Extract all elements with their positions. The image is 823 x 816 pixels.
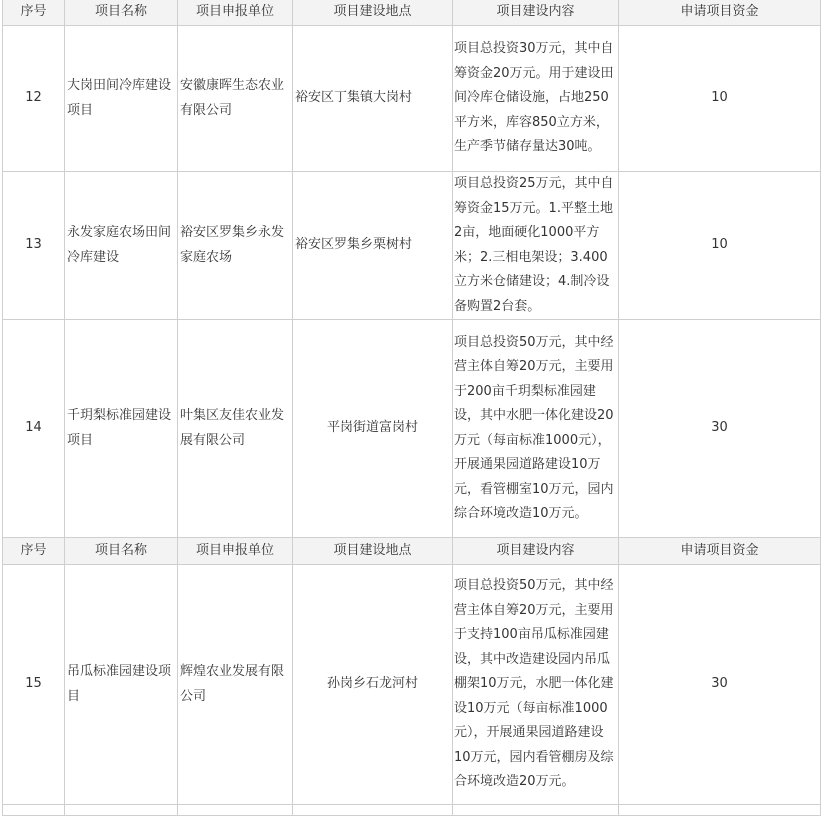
cell-unit: 裕安区罗集乡永发家庭农场 — [178, 172, 293, 320]
header-fund: 申请项目资金 — [619, 0, 821, 26]
header-location: 项目建设地点 — [293, 0, 453, 26]
cell-content: 项目总投资50万元，其中经营主体自筹20万元，主要用于200亩千玥梨标准园建设，其中水肥一体化建设20万元（每亩标准1000元），开展通果园道路建设10万元，看管棚室10万元，园内综合环境改造10万元。 — [453, 320, 619, 538]
table-row — [3, 172, 821, 320]
table-row-partial — [3, 805, 821, 816]
cell-content: 项目总投资50万元，其中经营主体自筹20万元，主要用于支持100亩吊瓜标准园建设，其中改造建设园内吊瓜棚架10万元，水肥一体化建设10万元（每亩标准1000元），开展通果园道路建设10万元，园内看管棚房及综合环境改造20万元。 — [453, 565, 619, 805]
cell-name: 永发家庭农场田间冷库建设 — [65, 172, 178, 320]
cell-empty — [619, 805, 821, 816]
cell-name: 大岗田间冷库建设项目 — [65, 26, 178, 172]
header-seq: 序号 — [3, 538, 65, 565]
cell-location: 裕安区丁集镇大岗村 — [293, 26, 453, 172]
cell-fund: 30 — [619, 565, 821, 805]
cell-fund: 10 — [619, 172, 821, 320]
cell-fund: 30 — [619, 320, 821, 538]
header-name: 项目名称 — [65, 538, 178, 565]
table-row — [3, 320, 821, 538]
cell-name: 千玥梨标准园建设项目 — [65, 320, 178, 538]
header-unit: 项目申报单位 — [178, 538, 293, 565]
table-row — [3, 565, 821, 805]
cell-unit: 安徽康晖生态农业有限公司 — [178, 26, 293, 172]
cell-seq: 14 — [3, 320, 65, 538]
cell-empty — [453, 805, 619, 816]
header-fund: 申请项目资金 — [619, 538, 821, 565]
cell-unit: 叶集区友佳农业发展有限公司 — [178, 320, 293, 538]
cell-unit: 辉煌农业发展有限公司 — [178, 565, 293, 805]
cell-seq: 12 — [3, 26, 65, 172]
cell-location: 孙岗乡石龙河村 — [293, 565, 453, 805]
project-table — [2, 0, 821, 816]
cell-location: 裕安区罗集乡栗树村 — [293, 172, 453, 320]
cell-empty — [65, 805, 178, 816]
cell-name: 吊瓜标准园建设项目 — [65, 565, 178, 805]
cell-content: 项目总投资25万元，其中自筹资金15万元。1.平整土地2亩，地面硬化1000平方米；2.三相电架设；3.400立方米仓储建设；4.制冷设备购置2台套。 — [453, 172, 619, 320]
cell-seq: 15 — [3, 565, 65, 805]
cell-fund: 10 — [619, 26, 821, 172]
header-seq: 序号 — [3, 0, 65, 26]
header-unit: 项目申报单位 — [178, 0, 293, 26]
header-content: 项目建设内容 — [453, 538, 619, 565]
table-header-row — [3, 0, 821, 26]
header-name: 项目名称 — [65, 0, 178, 26]
table-header-row-repeat — [3, 538, 821, 565]
header-location: 项目建设地点 — [293, 538, 453, 565]
table-row — [3, 26, 821, 172]
cell-empty — [178, 805, 293, 816]
cell-content: 项目总投资30万元，其中自筹资金20万元。用于建设田间冷库仓储设施，占地250平方米，库容850立方米，生产季节储存量达30吨。 — [453, 26, 619, 172]
cell-seq: 13 — [3, 172, 65, 320]
cell-empty — [293, 805, 453, 816]
header-content: 项目建设内容 — [453, 0, 619, 26]
cell-location: 平岗街道富岗村 — [293, 320, 453, 538]
cell-empty — [3, 805, 65, 816]
